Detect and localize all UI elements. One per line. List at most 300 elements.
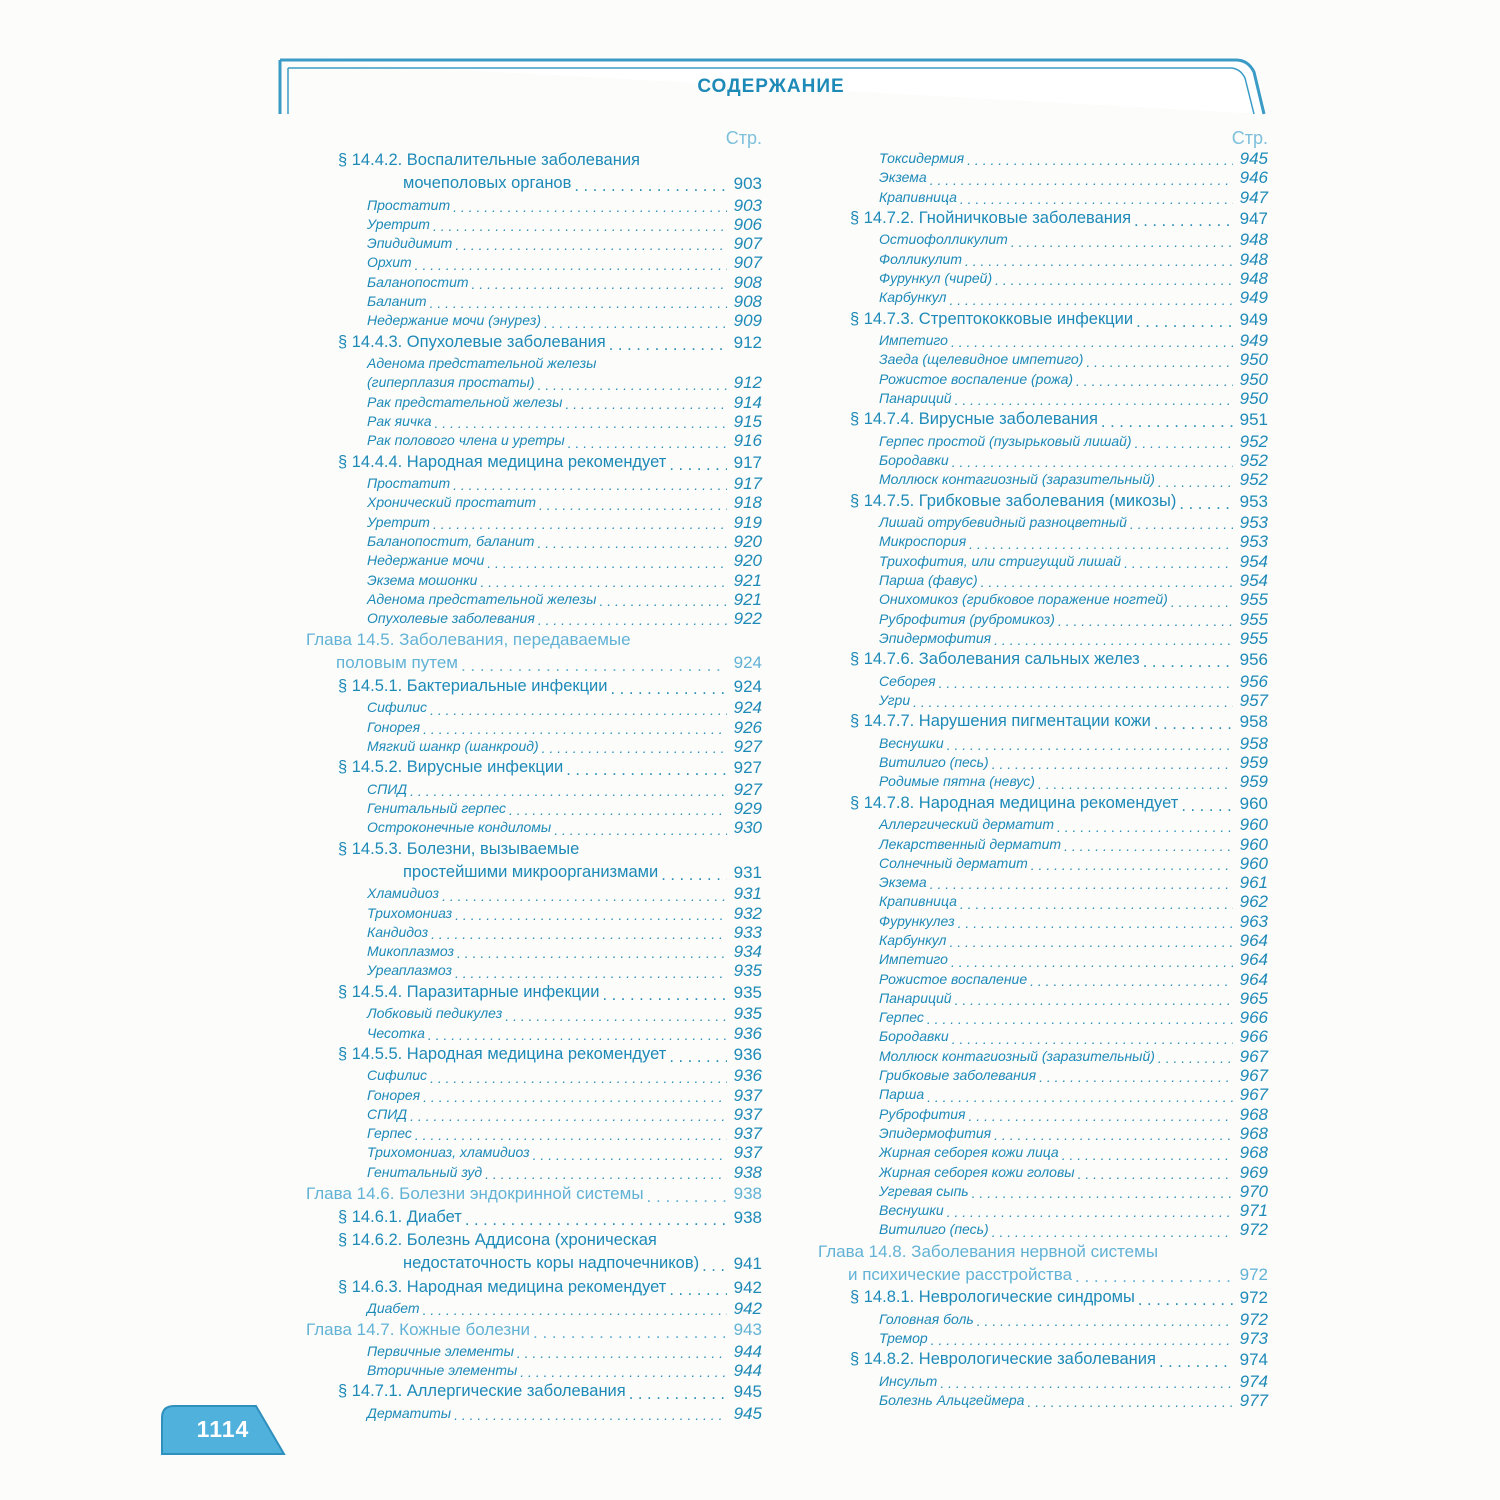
- entry-title: Недержание мочи (энурез): [367, 312, 541, 329]
- dot-leader: [994, 633, 1233, 648]
- entry-title: Парша: [879, 1086, 925, 1103]
- toc-entry: [812, 629, 1268, 648]
- entry-title: Диабет: [367, 1300, 420, 1317]
- entry-page: 970: [1239, 1181, 1268, 1201]
- entry-title: Лекарственный дерматит: [879, 835, 1062, 852]
- toc-entry: [300, 196, 762, 215]
- entry-title: Бородавки: [879, 452, 949, 469]
- page-column-label: Стр.: [1231, 128, 1268, 148]
- toc-entry: [300, 737, 762, 756]
- toc-left-column: [300, 128, 762, 1423]
- entry-page: 907: [733, 234, 762, 254]
- entry-title: Витилиго (песь): [879, 754, 989, 771]
- dot-leader: [423, 1303, 727, 1318]
- dot-leader: [1136, 314, 1233, 332]
- toc-entry: [812, 672, 1268, 691]
- dot-leader: [965, 254, 1233, 269]
- dot-leader: [1135, 436, 1233, 451]
- toc-entry: [300, 1276, 762, 1300]
- entry-page: 945: [1239, 149, 1268, 168]
- entry-page: 962: [1239, 892, 1268, 912]
- toc-entry: [300, 1182, 762, 1206]
- toc-entry: [812, 648, 1268, 672]
- entry-title: § 14.8.1. Неврологические синдромы: [850, 1288, 1135, 1307]
- toc-entry: [812, 1286, 1268, 1310]
- dot-leader: [566, 762, 727, 780]
- dot-leader: [1030, 974, 1233, 989]
- entry-page: 957: [1239, 691, 1268, 711]
- entry-title: Инсульт: [879, 1372, 938, 1389]
- toc-list-right: [812, 149, 1268, 1410]
- entry-title: Аллергический дерматит: [879, 816, 1054, 833]
- toc-entry: [812, 590, 1268, 609]
- entry-page: 951: [1239, 410, 1268, 430]
- entry-page: 935: [733, 982, 762, 1002]
- toc-entry: [812, 892, 1268, 911]
- entry-page: 927: [733, 758, 762, 778]
- dot-leader: [955, 993, 1233, 1008]
- dot-leader: [457, 946, 727, 961]
- entry-title: Гонорея: [367, 718, 421, 735]
- dot-leader: [1154, 716, 1233, 734]
- entry-page: 955: [1239, 628, 1268, 648]
- toc-entry: [300, 1318, 762, 1342]
- dot-leader: [669, 1049, 727, 1067]
- dot-leader: [454, 1408, 727, 1423]
- toc-entry: [300, 1124, 762, 1143]
- toc-entry: [812, 835, 1268, 854]
- dot-leader: [661, 867, 727, 885]
- entry-title: Уретрит: [367, 215, 430, 232]
- dot-leader: [949, 293, 1233, 308]
- entry-title: Жирная себорея кожи лица: [879, 1144, 1059, 1161]
- entry-title: Трихофития, или стригущий лишай: [879, 552, 1122, 569]
- dot-leader: [410, 784, 727, 799]
- entry-title: Импетиго: [879, 332, 948, 349]
- toc-entry: [300, 474, 762, 493]
- toc-entry: [300, 215, 762, 234]
- entry-page: 924: [733, 698, 762, 718]
- dot-leader: [435, 416, 727, 431]
- entry-title: мочеполовых органов: [403, 174, 572, 192]
- toc-entry: [300, 253, 762, 272]
- entry-title: Трихомониаз, хламидиоз: [367, 1144, 530, 1161]
- entry-page: 938: [733, 1207, 762, 1227]
- dot-leader: [485, 1167, 727, 1182]
- toc-entry: [300, 1043, 762, 1067]
- dot-leader: [972, 1186, 1233, 1201]
- toc-entry: [300, 1361, 762, 1380]
- toc-entry: [300, 799, 762, 818]
- toc-entry: [812, 370, 1268, 389]
- entry-title: Дерматиты: [367, 1404, 452, 1421]
- entry-page: 956: [1239, 671, 1268, 691]
- toc-entry: [812, 950, 1268, 969]
- dot-leader: [1062, 1148, 1233, 1163]
- dot-leader: [433, 517, 727, 532]
- entry-page: 938: [733, 1184, 762, 1204]
- entry-title: Сифилис: [367, 699, 428, 716]
- dot-leader: [647, 1188, 727, 1206]
- toc-entry: [812, 1372, 1268, 1391]
- toc-entry: [812, 1391, 1268, 1410]
- entry-page: 917: [733, 452, 762, 472]
- toc-entry: [300, 780, 762, 799]
- entry-title: Бородавки: [879, 1028, 949, 1045]
- dot-leader: [960, 192, 1233, 207]
- entry-title: Рожистое воспаление (рожа): [879, 370, 1074, 387]
- entry-page: 977: [1239, 1391, 1268, 1411]
- entry-page: 964: [1239, 931, 1268, 950]
- entry-page: 949: [1239, 309, 1268, 329]
- dot-leader: [927, 1012, 1233, 1027]
- toc-entry: [812, 854, 1268, 873]
- toc-entry: [812, 552, 1268, 571]
- toc-entry: [812, 1310, 1268, 1329]
- entry-title: Моллюск контагиозный (заразительный): [879, 1047, 1155, 1064]
- entry-page: 968: [1239, 1143, 1268, 1163]
- entry-title: Руброфития: [879, 1105, 966, 1122]
- entry-page: 949: [1239, 331, 1268, 351]
- dot-leader: [433, 219, 727, 234]
- dot-leader: [1076, 374, 1233, 389]
- entry-title: Первичные элементы: [367, 1342, 514, 1359]
- entry-page: 927: [733, 737, 762, 757]
- toc-entry: [300, 923, 762, 942]
- dot-leader: [455, 238, 727, 253]
- entry-page: 936: [733, 1044, 762, 1064]
- toc-entry: [812, 1066, 1268, 1085]
- entry-title: Трихомониаз: [367, 904, 453, 921]
- entry-title: недостаточность коры надпочечников): [403, 1254, 700, 1273]
- toc-entry: [812, 571, 1268, 590]
- entry-title: Карбункул: [879, 932, 947, 948]
- entry-page: 974: [1239, 1350, 1268, 1370]
- dot-leader: [967, 153, 1233, 168]
- toc-entry: [300, 551, 762, 570]
- entry-title: Простатит: [367, 196, 451, 213]
- entry-page: 960: [1239, 793, 1268, 813]
- toc-entry-group: [300, 1229, 762, 1276]
- dot-leader: [465, 1212, 727, 1230]
- toc-entry: [812, 432, 1268, 451]
- entry-page: 960: [1239, 815, 1268, 835]
- entry-title: § 14.7.6. Заболевания сальных желез: [850, 650, 1140, 669]
- toc-entry: [812, 269, 1268, 288]
- entry-title-line: § 14.5.3. Болезни, вызываемые: [338, 839, 580, 858]
- toc-entry: [300, 675, 762, 699]
- entry-page: 926: [733, 717, 762, 737]
- toc-list-left: [300, 149, 762, 1423]
- entry-title: Рак яичка: [367, 412, 432, 429]
- dot-leader: [509, 803, 727, 818]
- entry-page: 919: [733, 512, 762, 532]
- entry-title: § 14.6.1. Диабет: [338, 1207, 462, 1226]
- entry-title: Родимые пятна (невус): [879, 773, 1035, 790]
- entry-title: Витилиго (песь): [879, 1221, 989, 1238]
- entry-title: Угри: [879, 692, 911, 709]
- toc-entry: [812, 250, 1268, 269]
- entry-page: 955: [1239, 590, 1268, 610]
- dot-leader: [1078, 1167, 1233, 1182]
- entry-title-line: § 14.6.2. Болезнь Аддисона (хроническая: [338, 1231, 657, 1250]
- entry-title: Панариций: [879, 989, 952, 1006]
- entry-page: 921: [733, 589, 762, 609]
- entry-title: § 14.7.5. Грибковые заболевания (микозы): [850, 491, 1177, 510]
- toc-entry: [300, 373, 762, 392]
- dot-leader: [1158, 1051, 1233, 1066]
- toc-entry: [812, 1201, 1268, 1220]
- toc-right-column: [812, 128, 1268, 1410]
- entry-title: Лишай отрубевидный разноцветный: [879, 514, 1127, 531]
- dot-leader: [455, 966, 727, 981]
- entry-title: Герпес: [367, 1125, 412, 1142]
- entry-page: 974: [1239, 1371, 1268, 1391]
- entry-title: § 14.4.3. Опухолевые заболевания: [338, 332, 606, 351]
- entry-title: Руброфития (рубромикоз): [879, 610, 1055, 627]
- dot-leader: [430, 703, 727, 718]
- dot-leader: [539, 498, 727, 513]
- entry-page: 958: [1239, 712, 1268, 732]
- dot-leader: [952, 1032, 1233, 1047]
- entry-page: 953: [1239, 491, 1268, 511]
- entry-page: 952: [1239, 451, 1268, 471]
- entry-page: 949: [1239, 288, 1268, 308]
- toc-entry-group: [300, 628, 762, 675]
- entry-title: Глава 14.6. Болезни эндокринной системы: [306, 1184, 644, 1204]
- entry-title: Эпидермофития: [879, 1124, 992, 1141]
- entry-title: Простатит: [367, 475, 451, 492]
- entry-title: Сифилис: [367, 1067, 428, 1084]
- dot-leader: [669, 1282, 727, 1300]
- entry-page: 912: [733, 373, 762, 393]
- toc-entry: [300, 412, 762, 431]
- entry-page: 967: [1239, 1085, 1268, 1105]
- entry-page: 937: [733, 1104, 762, 1124]
- entry-title: Фурункул (чирей): [879, 269, 993, 286]
- entry-title: Генитальный герпес: [367, 800, 507, 817]
- entry-page: 937: [733, 1143, 762, 1163]
- entry-title: Онихомикоз (грибковое поражение ногтей): [879, 591, 1168, 608]
- toc-entry: [812, 1085, 1268, 1104]
- entry-page: 912: [733, 332, 762, 352]
- entry-title: Солнечный дерматит: [879, 854, 1028, 871]
- entry-page: 935: [733, 1004, 762, 1024]
- entry-title: Вторичные элементы: [367, 1362, 518, 1379]
- toc-entry: [300, 1380, 762, 1404]
- dot-leader: [517, 1346, 727, 1361]
- toc-entry: [812, 792, 1268, 816]
- entry-page: 903: [733, 174, 762, 193]
- entry-title: Импетиго: [879, 951, 948, 968]
- entry-page: 935: [733, 961, 762, 981]
- toc-entry: [812, 350, 1268, 369]
- entry-title-line: Глава 14.8. Заболевания нервной системы: [818, 1241, 1159, 1261]
- toc-entry: [812, 970, 1268, 989]
- dot-leader: [1143, 654, 1233, 672]
- entry-title: Чесотка: [367, 1024, 425, 1041]
- dot-leader: [461, 657, 727, 675]
- dot-leader: [599, 594, 727, 609]
- toc-entry-group: [300, 354, 762, 393]
- toc-entry: [812, 149, 1268, 168]
- entry-page: 955: [1239, 609, 1268, 629]
- dot-leader: [568, 436, 727, 451]
- entry-page: 947: [1239, 208, 1268, 228]
- toc-entry: [812, 772, 1268, 791]
- toc-entry: [300, 904, 762, 923]
- toc-entry-group: [300, 838, 762, 885]
- entry-title: § 14.7.2. Гнойничковые заболевания: [850, 208, 1132, 227]
- entry-title: Гонорея: [367, 1086, 421, 1103]
- entry-page: 931: [733, 862, 762, 882]
- toc-entry: [300, 1342, 762, 1361]
- entry-title: Уреаплазмоз: [367, 962, 452, 979]
- entry-page: 917: [733, 474, 762, 494]
- dot-leader: [423, 722, 727, 737]
- dot-leader: [542, 741, 727, 756]
- toc-entry: [300, 493, 762, 512]
- toc-entry: [812, 230, 1268, 249]
- dot-leader: [969, 537, 1233, 552]
- entry-title: (гиперплазия простаты): [367, 374, 535, 391]
- dot-leader: [1138, 1292, 1233, 1310]
- toc-entry: [300, 393, 762, 412]
- entry-page: 954: [1239, 571, 1268, 591]
- entry-title: Микроспория: [879, 533, 967, 550]
- toc-entry: [812, 408, 1268, 432]
- toc-entry: [812, 1263, 1268, 1287]
- entry-title: Эпидермофития: [879, 629, 992, 646]
- toc-entry: [300, 651, 762, 675]
- dot-leader: [1011, 235, 1233, 250]
- toc-entry: [812, 734, 1268, 753]
- entry-page: 953: [1239, 532, 1268, 552]
- entry-title: Карбункул: [879, 289, 947, 306]
- dot-leader: [430, 296, 727, 311]
- toc-entry: [300, 571, 762, 590]
- entry-title-line: Аденома предстательной железы: [367, 355, 597, 372]
- toc-entry: [300, 590, 762, 609]
- entry-title: Орхит: [367, 254, 412, 271]
- toc-entry: [812, 1163, 1268, 1182]
- dot-leader: [930, 877, 1233, 892]
- entry-title: § 14.6.3. Народная медицина рекомендует: [338, 1277, 667, 1296]
- entry-title: § 14.7.4. Вирусные заболевания: [850, 410, 1098, 429]
- entry-title: Панариций: [879, 389, 952, 406]
- entry-page: 945: [733, 1403, 762, 1423]
- dot-leader: [1039, 1070, 1233, 1085]
- dot-leader: [1124, 556, 1233, 571]
- toc-entry: [300, 513, 762, 532]
- entry-title: Остиофолликулит: [879, 231, 1008, 248]
- entry-page: 921: [733, 570, 762, 590]
- entry-page: 967: [1239, 1046, 1268, 1066]
- entry-page: 954: [1239, 551, 1268, 571]
- dot-leader: [951, 955, 1233, 970]
- dot-leader: [472, 277, 727, 292]
- entry-page: 960: [1239, 834, 1268, 854]
- dot-leader: [1057, 820, 1233, 835]
- entry-title: Экзема мошонки: [367, 571, 478, 588]
- entry-page: 934: [733, 942, 762, 962]
- toc-entry: [812, 873, 1268, 892]
- dot-leader: [453, 200, 727, 215]
- toc-entry: [812, 389, 1268, 408]
- toc-entry-group: [812, 1240, 1268, 1287]
- toc-entry: [300, 1299, 762, 1318]
- entry-title: Фолликулит: [879, 250, 962, 267]
- dot-leader: [1171, 595, 1233, 610]
- entry-page: 959: [1239, 772, 1268, 792]
- dot-leader: [960, 897, 1233, 912]
- toc-entry: [812, 1182, 1268, 1201]
- dot-leader: [947, 1205, 1233, 1220]
- entry-page: 948: [1239, 230, 1268, 250]
- entry-title: Моллюск контагиозный (заразительный): [879, 471, 1155, 488]
- entry-page: 972: [1239, 1264, 1268, 1284]
- entry-page: 965: [1239, 988, 1268, 1008]
- entry-page: 918: [733, 493, 762, 513]
- toc-entry: [812, 912, 1268, 931]
- toc-entry: [300, 981, 762, 1005]
- entry-title: Баланит: [367, 292, 427, 309]
- dot-leader: [939, 676, 1233, 691]
- entry-page: 941: [733, 1254, 762, 1274]
- toc-entry: [812, 470, 1268, 489]
- entry-title: Экзема: [879, 169, 927, 186]
- entry-page: 927: [733, 779, 762, 799]
- toc-entry: [300, 1004, 762, 1023]
- toc-entry: [812, 207, 1268, 231]
- entry-page: 950: [1239, 350, 1268, 370]
- dot-leader: [505, 1009, 727, 1024]
- dot-leader: [423, 1090, 727, 1105]
- entry-title: Уретрит: [367, 513, 430, 530]
- entry-title: Микоплазмоз: [367, 943, 455, 960]
- entry-page: 952: [1239, 470, 1268, 490]
- page-column-label: Стр.: [725, 128, 762, 148]
- entry-page: 969: [1239, 1162, 1268, 1182]
- dot-leader: [1181, 798, 1233, 816]
- dot-leader: [554, 823, 727, 838]
- entry-page: 931: [733, 884, 762, 904]
- toc-entry: [812, 1220, 1268, 1239]
- entry-title: Герпес простой (пузырьковый лишай): [879, 432, 1132, 449]
- entry-title: Баланопостит, баланит: [367, 532, 535, 549]
- toc-entry: [812, 451, 1268, 470]
- dot-leader: [992, 1225, 1233, 1240]
- entry-page: 946: [1239, 168, 1268, 188]
- toc-entry: [300, 1206, 762, 1230]
- entry-title: Болезнь Альцгеймера: [879, 1392, 1025, 1409]
- entry-title: Эпидидимит: [367, 235, 453, 252]
- dot-leader: [574, 178, 727, 196]
- entry-title: Экзема: [879, 874, 927, 891]
- entry-page: 947: [1239, 187, 1268, 207]
- toc-entry: [300, 292, 762, 311]
- toc-entry: [812, 168, 1268, 187]
- toc-entry: [812, 331, 1268, 350]
- entry-title: Глава 14.7. Кожные болезни: [306, 1320, 530, 1340]
- entry-title: Грибковые заболевания: [879, 1067, 1037, 1084]
- entry-title: § 14.8.2. Неврологические заболевания: [850, 1350, 1156, 1369]
- dot-leader: [1075, 1268, 1233, 1286]
- dot-leader: [430, 1071, 727, 1086]
- dot-leader: [533, 1324, 727, 1342]
- toc-entry: [300, 756, 762, 780]
- entry-page: 959: [1239, 753, 1268, 773]
